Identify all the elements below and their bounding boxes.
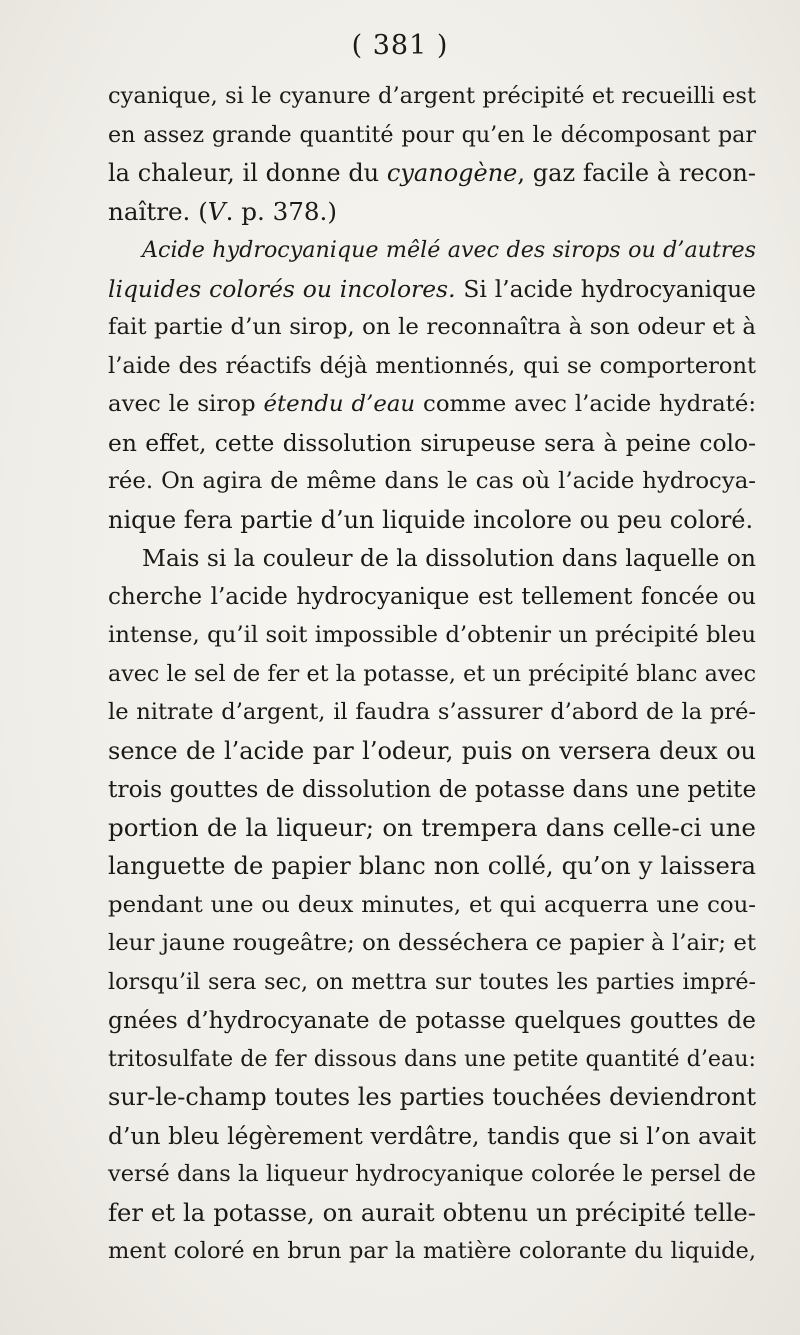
body-text (108, 77, 756, 1271)
text-segment: cherche l’acide hydrocyanique est tellement foncée ou (108, 583, 756, 610)
text-line (108, 616, 756, 655)
text-line (108, 462, 756, 501)
text-segment: la chaleur, il donne du (108, 159, 387, 187)
italic-segment: étendu d’eau (263, 391, 416, 417)
italic-segment: cyanogène (386, 159, 518, 187)
text-line (108, 1117, 756, 1156)
text-line (108, 347, 756, 386)
text-segment: cyanique, si le cyanure d’argent précipité et recueilli est (108, 83, 756, 109)
text-line (108, 116, 756, 155)
text-line (108, 693, 756, 732)
text-segment: rée. On agira de même dans le cas où l’acide hydrocya- (108, 468, 756, 494)
text-line (108, 77, 756, 116)
text-segment: en effet, cette dissolution sirupeuse sera à peine colo- (108, 428, 756, 457)
text-segment: , gaz facile à recon- (517, 159, 756, 187)
text-segment: ment coloré en brun par la matière colorante du liquide, (108, 1238, 756, 1264)
text-line (108, 270, 756, 309)
text-line (108, 308, 756, 347)
text-line (108, 231, 756, 270)
italic-segment: V (207, 196, 226, 226)
text-segment: naître. ( (108, 196, 208, 226)
text-segment: Si l’acide hydrocyanique (455, 274, 756, 303)
text-line (108, 924, 756, 963)
text-line (108, 578, 756, 617)
text-segment: fer et la potasse, on aurait obtenu un précipité telle- (108, 1197, 756, 1227)
text-line (108, 424, 756, 463)
text-line (108, 1001, 756, 1040)
text-line (108, 193, 756, 232)
text-segment: avec le sel de fer et la potasse, et un précipité blanc avec (108, 660, 756, 687)
italic-segment: Acide hydrocyanique mêlé avec des sirops ou d’autres (142, 237, 756, 263)
text-segment: sence de l’acide par l’odeur, puis on versera deux ou (108, 736, 756, 765)
text-segment: Mais si la couleur de la dissolution dans laquelle on (142, 544, 756, 572)
text-segment: comme avec l’acide hydraté: (415, 391, 757, 417)
text-segment: d’un bleu légèrement verdâtre, tandis que si l’on avait (108, 1121, 756, 1150)
text-segment: trois gouttes de dissolution de potasse dans une petite (108, 775, 757, 803)
text-line (108, 385, 756, 424)
text-segment: leur jaune rougeâtre; on desséchera ce papier à l’air; et (108, 930, 756, 956)
italic-segment: liquides colorés ou incolores. (108, 274, 456, 303)
text-line (108, 1232, 756, 1271)
text-segment: portion de la liqueur; on trempera dans celle-ci une (108, 812, 756, 842)
text-segment: lorsqu’il sera sec, on mettra sur toutes les parties impré- (108, 968, 756, 995)
text-segment: pendant une ou deux minutes, et qui acquerra une cou- (108, 891, 756, 918)
text-segment: fait partie d’un sirop, on le reconnaîtra à son odeur et à (108, 314, 756, 340)
text-line (108, 847, 756, 886)
text-segment: versé dans la liqueur hydrocyanique colorée le persel de (108, 1161, 756, 1187)
text-segment: l’aide des réactifs déjà mentionnés, qui se comporteront (108, 352, 756, 379)
text-line (108, 501, 756, 540)
text-segment: avec le sirop (108, 391, 264, 417)
text-segment: . p. 378.) (225, 196, 337, 226)
text-line (108, 886, 756, 925)
text-segment: tritosulfate de fer dissous dans une petite quantité d’eau: (108, 1045, 756, 1072)
text-segment: nique fera partie d’un liquide incolore ou peu coloré. (108, 505, 754, 534)
text-line (108, 539, 756, 578)
text-line (108, 1040, 756, 1079)
text-line (108, 1078, 756, 1117)
text-line (108, 770, 756, 809)
text-line (108, 732, 756, 771)
text-line (108, 809, 756, 848)
text-segment: intense, qu’il soit impossible d’obtenir un précipité bleu (108, 622, 756, 648)
text-line (108, 963, 756, 1002)
text-line (108, 154, 756, 193)
text-line (108, 655, 756, 694)
text-line (108, 1155, 756, 1194)
text-segment: gnées d’hydrocyanate de potasse quelques gouttes de (108, 1006, 756, 1034)
text-segment: en assez grande quantité pour qu’en le décomposant par (108, 121, 756, 148)
text-line (108, 1194, 756, 1233)
text-segment: languette de papier blanc non collé, qu’on y laissera (108, 851, 756, 880)
page-number: ( 381 ) (351, 30, 449, 61)
text-segment: le nitrate d’argent, il faudra s’assurer d’abord de la pré- (108, 699, 756, 725)
text-segment: sur-le-champ toutes les parties touchées deviendront (108, 1083, 756, 1111)
